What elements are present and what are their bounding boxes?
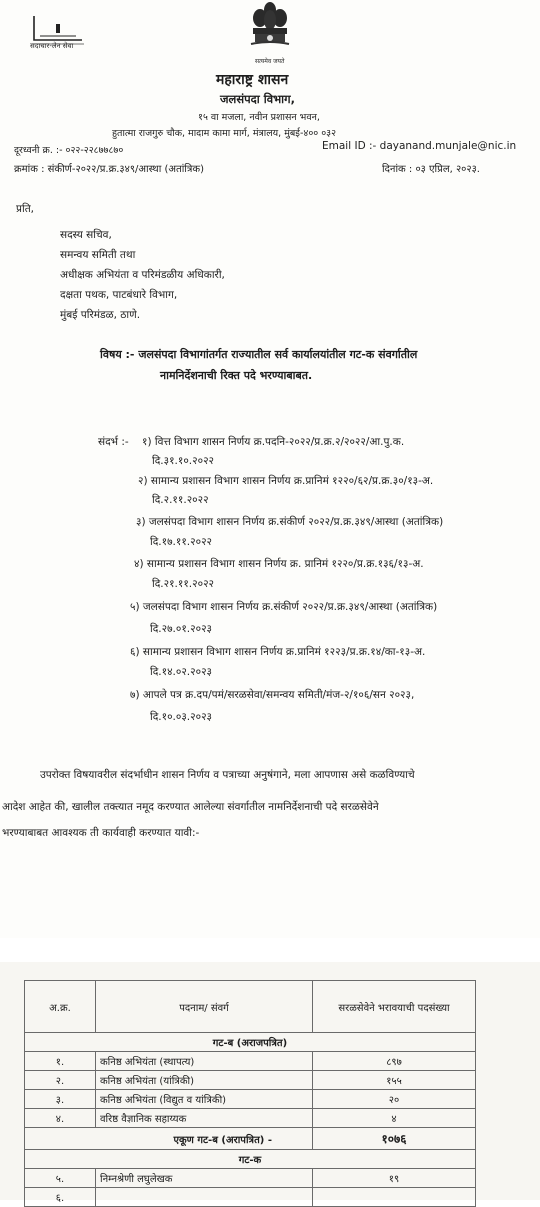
row-post: निम्नश्रेणी लघुलेखक	[96, 1169, 313, 1188]
table-header-count: सरळसेवेने भरावयाची पदसंख्या	[313, 981, 476, 1033]
reference-date: दि.१०.०३.२०२३	[150, 711, 212, 723]
ashoka-emblem-icon	[243, 0, 297, 56]
reference-date: दि.२७.०१.२०२३	[150, 623, 212, 635]
row-serial: २.	[25, 1071, 96, 1090]
letter-reference-number: क्रमांक : संकीर्ण-२०२२/प्र.क्र.३४९/आस्था (अतांत्रिक)	[14, 164, 204, 175]
row-count: २०	[313, 1090, 476, 1109]
reference-date: दि.२.११.२०२२	[152, 494, 209, 506]
reference-item: ४) सामान्य प्रशासन विभाग शासन निर्णय क्र. प्रानिमं १२२०/प्र.क्र.१३६/१३-अ.	[134, 558, 424, 570]
row-count: ८९७	[313, 1052, 476, 1071]
emblem-caption: सत्यमेव जयते	[255, 58, 285, 65]
table-row	[25, 1071, 476, 1090]
logo-caption: सदाचार-लेन सेवा	[30, 42, 74, 50]
addressee-line: सदस्य सचिव,	[60, 229, 112, 241]
reference-item: ३) जलसंपदा विभाग शासन निर्णय क्र.संकीर्ण २०२२/प्र.क्र.३४९/आस्था (अतांत्रिक)	[136, 516, 444, 528]
table-header-post: पदनाम/ संवर्ग	[96, 981, 313, 1033]
address-line-2: हुतात्मा राजगुरु चौक, मादाम कामा मार्ग, मंत्रालय, मुंबई-४०० ०३२	[112, 128, 337, 139]
address-line-1: १५ वा मजला, नवीन प्रशासन भवन,	[198, 112, 320, 123]
row-serial: ५.	[25, 1169, 96, 1188]
posts-table	[24, 980, 476, 1207]
row-post: कनिष्ठ अभियंता (यांत्रिकी)	[96, 1071, 313, 1090]
phone-number: दूरध्वनी क्र. :- ०२२-२२८७७८७०	[14, 145, 124, 156]
reference-date: दि.१७.११.२०२२	[150, 536, 212, 548]
group-c-heading: गट-क	[25, 1150, 476, 1169]
addressee-line: दक्षता पथक, पाटबंधारे विभाग,	[60, 289, 178, 301]
table-header-serial: अ.क्र.	[25, 981, 96, 1033]
row-count: ४	[313, 1109, 476, 1128]
table-row	[25, 1109, 476, 1128]
row-count: १९	[313, 1169, 476, 1188]
reference-item: ६) सामान्य प्रशासन विभाग शासन निर्णय क्र.प्रानिमं १२२३/प्र.क्र.१४/का-१३-अ.	[130, 646, 426, 658]
addressee-label: प्रति,	[16, 203, 35, 215]
reference-date: दि.२१.११.२०२२	[152, 578, 214, 590]
email-address[interactable]: Email ID :- dayanand.munjale@nic.in	[322, 140, 517, 152]
row-serial: ३.	[25, 1090, 96, 1109]
subject-line-2: नामनिर्देशनाची रिक्त पदे भरण्याबाबत.	[160, 369, 313, 382]
letter-date: दिनांक : ०३ एप्रिल, २०२३.	[382, 164, 480, 175]
addressee-line: समन्वय समिती तथा	[60, 249, 136, 261]
department-logo	[30, 14, 86, 60]
row-serial: १.	[25, 1052, 96, 1071]
row-serial: ६.	[25, 1188, 96, 1207]
group-b-total-label: एकूण गट-ब (अरापत्रित) -	[25, 1128, 313, 1150]
row-count: १५५	[313, 1071, 476, 1090]
row-count	[313, 1188, 476, 1207]
page-separator	[0, 938, 540, 962]
table-row	[25, 1090, 476, 1109]
group-b-heading: गट-ब (अराजपत्रित)	[25, 1033, 476, 1052]
body-line-1: उपरोक्त विषयावरील संदर्भाधीन शासन निर्णय व पत्राच्या अनुषंगाने, मला आपणास असे कळविण्याचे	[40, 769, 415, 781]
row-post: वरिष्ठ वैज्ञानिक सहाय्यक	[96, 1109, 313, 1128]
body-line-3: भरण्याबाबत आवश्यक ती कार्यवाही करण्यात यावी:-	[2, 827, 200, 839]
reference-item: ५) जलसंपदा विभाग शासन निर्णय क्र.संकीर्ण २०२२/प्र.क्र.३४९/आस्था (अतांत्रिक)	[130, 601, 438, 613]
row-post: कनिष्ठ अभियंता (विद्युत व यांत्रिकी)	[96, 1090, 313, 1109]
subject-line-1: विषय :- जलसंपदा विभागांतर्गत राज्यातील सर्व कार्यालयांतील गट-क संवर्गातील	[100, 348, 418, 361]
body-line-2: आदेश आहेत की, खालील तक्त्यात नमूद करण्यात आलेल्या संवर्गातील नामनिर्देशनाची पदे सरळसेवेने	[2, 801, 379, 813]
references-label: संदर्भ :-	[98, 436, 129, 448]
reference-item: २) सामान्य प्रशासन विभाग शासन निर्णय क्र.प्रानिमं १२२०/६२/प्र.क्र.३०/१३-अ.	[138, 475, 434, 487]
addressee-line: मुंबई परिमंडळ, ठाणे.	[60, 309, 141, 321]
row-post	[96, 1188, 313, 1207]
state-emblem	[243, 0, 297, 56]
row-serial: ४.	[25, 1109, 96, 1128]
table-row	[25, 1169, 476, 1188]
department-logo-icon	[30, 14, 86, 60]
table-row	[25, 1052, 476, 1071]
addressee-line: अधीक्षक अभियंता व परिमंडळीय अधिकारी,	[60, 269, 225, 281]
reference-item: ७) आपले पत्र क्र.दप/पमं/सरळसेवा/समन्वय समिती/मंज-२/१०६/सन २०२३,	[130, 689, 415, 701]
department-name: जलसंपदा विभाग,	[220, 92, 296, 106]
table-row	[25, 1188, 476, 1207]
government-name: महाराष्ट्र शासन	[216, 72, 289, 88]
row-post: कनिष्ठ अभियंता (स्थापत्य)	[96, 1052, 313, 1071]
reference-item: १) वित्त विभाग शासन निर्णय क्र.पदनि-२०२२/प्र.क्र.२/२०२२/आ.पु.क.	[142, 436, 405, 448]
group-b-total-value: १०७६	[313, 1128, 476, 1150]
reference-date: दि.३१.१०.२०२२	[152, 455, 214, 467]
reference-date: दि.१४.०२.२०२३	[150, 666, 212, 678]
